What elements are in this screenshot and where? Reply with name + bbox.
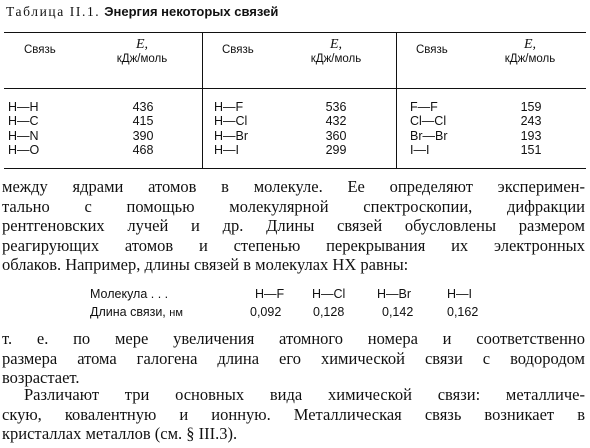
table-cell: 299 — [325, 142, 347, 157]
table-cell: H—O — [8, 142, 40, 157]
table-cell: H—H — [8, 100, 39, 114]
bond-column-2 — [214, 100, 248, 157]
bond-column-3 — [410, 100, 448, 157]
energy-column-1 — [118, 100, 168, 157]
header-e-unit-3: кДж/моль — [504, 53, 556, 65]
table-divider-2 — [396, 32, 397, 168]
caption-label: Таблица II.1. — [6, 4, 101, 19]
header-bond-2: Связь — [222, 44, 254, 56]
table-cell: 415 — [132, 114, 154, 129]
table-cell: 360 — [325, 128, 347, 143]
table-cell: 436 — [132, 100, 154, 114]
paragraph-halogen-trend — [2, 329, 585, 388]
table-cell: Cl—Cl — [410, 114, 447, 129]
mini-length: 0,092 — [250, 305, 282, 319]
table-bottom-rule — [4, 168, 586, 169]
text-line: реагирующих атомов и степенью перекрывания их электронных — [2, 235, 585, 255]
mini-table-row2-label — [90, 305, 183, 319]
mini-molecule: H—F — [255, 287, 285, 301]
table-cell: 151 — [520, 142, 542, 157]
table-cell: Br—Br — [410, 128, 448, 143]
paragraph-bond-lengths — [2, 177, 585, 275]
text-line: т. е. по мере увеличения атомного номера и соответственно — [2, 329, 585, 348]
header-e-unit-1: кДж/моль — [116, 53, 168, 65]
mini-table-row1-label: Молекула . . . — [90, 287, 169, 301]
energy-column-2 — [311, 100, 361, 157]
mini-length: 0,128 — [313, 305, 345, 319]
table-cell: I—I — [410, 142, 430, 157]
table-cell: H—F — [214, 100, 244, 114]
mini-molecule: H—Br — [377, 287, 412, 301]
table-cell: H—I — [214, 142, 239, 157]
table-cell: H—Cl — [214, 114, 248, 129]
header-energy-3 — [480, 38, 580, 66]
table-cell: H—N — [8, 128, 39, 143]
table-cell: H—C — [8, 114, 39, 129]
table-cell: 390 — [132, 128, 154, 143]
text-line: возрастает. — [2, 368, 80, 388]
header-bond-3: Связь — [416, 44, 448, 56]
table-cell: 243 — [520, 114, 542, 129]
text-line: облаков. Например, длины связей в молекулах HX равны: — [2, 255, 409, 275]
table-cell: 432 — [325, 114, 347, 129]
header-e-symbol-1: E, — [135, 37, 149, 52]
text-line: Различают три основных вида химической связи: металличе- — [24, 385, 585, 404]
text-line: скую, ковалентную и ионную. Металлическая связь возникает в — [2, 404, 585, 424]
length-unit: нм — [169, 307, 183, 319]
header-e-symbol-3: E, — [523, 37, 537, 52]
header-e-unit-2: кДж/моль — [310, 53, 362, 65]
table-cell: F—F — [410, 100, 438, 114]
mini-molecule: H—I — [447, 287, 472, 301]
header-energy-2 — [286, 38, 386, 66]
table-cell: 193 — [520, 128, 542, 143]
mini-molecule: H—Cl — [312, 287, 346, 301]
text-line: рентгеновских лучей и др. Длины связей обусловлены размером — [2, 216, 585, 236]
header-bond-1: Связь — [24, 44, 56, 56]
text-line: кристаллах металлов (см. § III.3). — [2, 424, 238, 444]
energy-column-3 — [506, 100, 556, 157]
mini-length: 0,162 — [447, 305, 479, 319]
table-cell: 159 — [520, 100, 542, 114]
header-e-symbol-2: E, — [329, 37, 343, 52]
header-energy-1 — [92, 38, 192, 66]
table-cell: 468 — [132, 142, 154, 157]
text-line: размера атома галогена длина его химической связи с водородом — [2, 348, 585, 368]
text-line: между ядрами атомов в молекуле. Ее определяют эксперимен- — [2, 177, 585, 196]
table-cell: H—Br — [214, 128, 249, 143]
table-caption — [6, 4, 278, 20]
text-line: тально с помощью молекулярной спектроскопии, дифракции — [2, 196, 585, 216]
table-divider-1 — [202, 32, 203, 168]
mini-length: 0,142 — [382, 305, 414, 319]
paragraph-bond-types — [2, 385, 585, 444]
length-label: Длина связи, — [90, 305, 166, 319]
table-top-rule — [4, 32, 586, 33]
table-header-rule — [4, 88, 586, 89]
caption-title: Энергия некоторых связей — [104, 4, 279, 19]
table-cell: 536 — [325, 100, 347, 114]
bond-column-1 — [8, 100, 39, 157]
